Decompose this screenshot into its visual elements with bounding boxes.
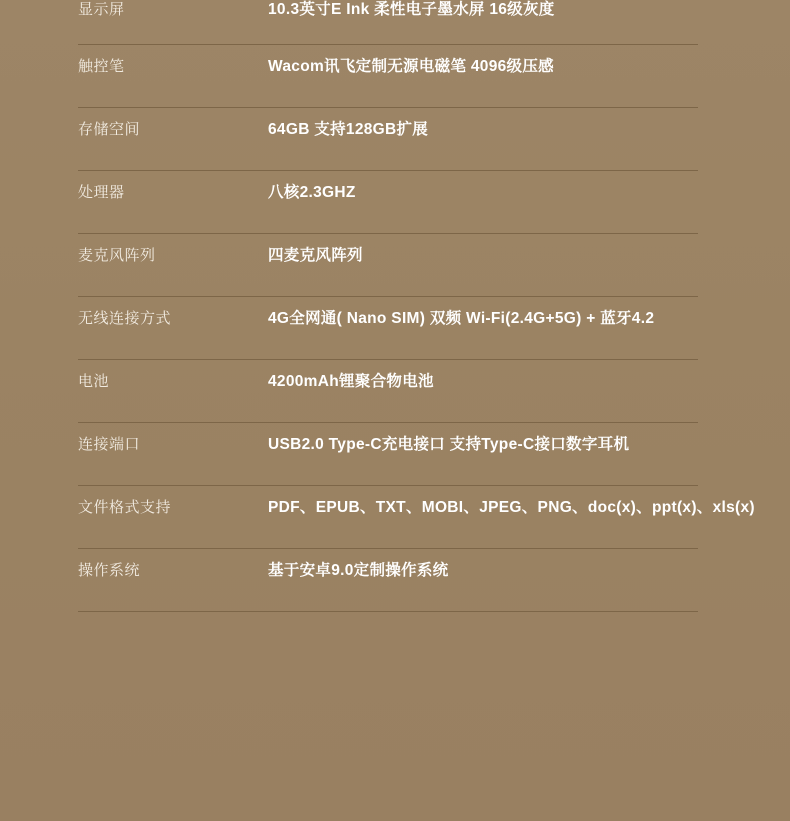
table-row — [78, 171, 698, 234]
table-row — [78, 45, 698, 108]
spec-label: 连接端口 — [78, 436, 141, 453]
spec-label: 显示屏 — [78, 1, 125, 18]
table-row — [78, 234, 698, 297]
spec-value: 4G全网通( Nano SIM) 双频 Wi-Fi(2.4G+5G) + 蓝牙4.2 — [268, 310, 655, 327]
spec-label: 操作系统 — [78, 562, 141, 579]
spec-label: 处理器 — [78, 184, 125, 201]
table-row — [78, 549, 698, 612]
spec-value: 八核2.3GHZ — [268, 184, 356, 201]
table-row — [78, 297, 698, 360]
table-row — [78, 108, 698, 171]
table-row — [78, 360, 698, 423]
spec-value: Wacom讯飞定制无源电磁笔 4096级压感 — [268, 58, 554, 75]
spec-value: 10.3英寸E Ink 柔性电子墨水屏 16级灰度 — [268, 1, 555, 18]
specification-table — [78, 0, 755, 612]
table-row — [78, 423, 698, 486]
spec-label: 存储空间 — [78, 121, 141, 138]
spec-value: PDF、EPUB、TXT、MOBI、JPEG、PNG、doc(x)、ppt(x)、xls(x) — [268, 499, 755, 516]
spec-value: 基于安卓9.0定制操作系统 — [268, 562, 449, 579]
spec-value: 四麦克风阵列 — [268, 247, 363, 264]
spec-label: 触控笔 — [78, 58, 125, 75]
spec-value: 64GB 支持128GB扩展 — [268, 121, 429, 138]
spec-label: 文件格式支持 — [78, 499, 172, 516]
table-row — [78, 0, 698, 45]
spec-label: 麦克风阵列 — [78, 247, 156, 264]
spec-value: USB2.0 Type-C充电接口 支持Type-C接口数字耳机 — [268, 436, 630, 453]
spec-label: 电池 — [78, 373, 110, 390]
spec-label: 无线连接方式 — [78, 310, 172, 327]
spec-value: 4200mAh锂聚合物电池 — [268, 373, 434, 390]
table-row — [78, 486, 755, 549]
